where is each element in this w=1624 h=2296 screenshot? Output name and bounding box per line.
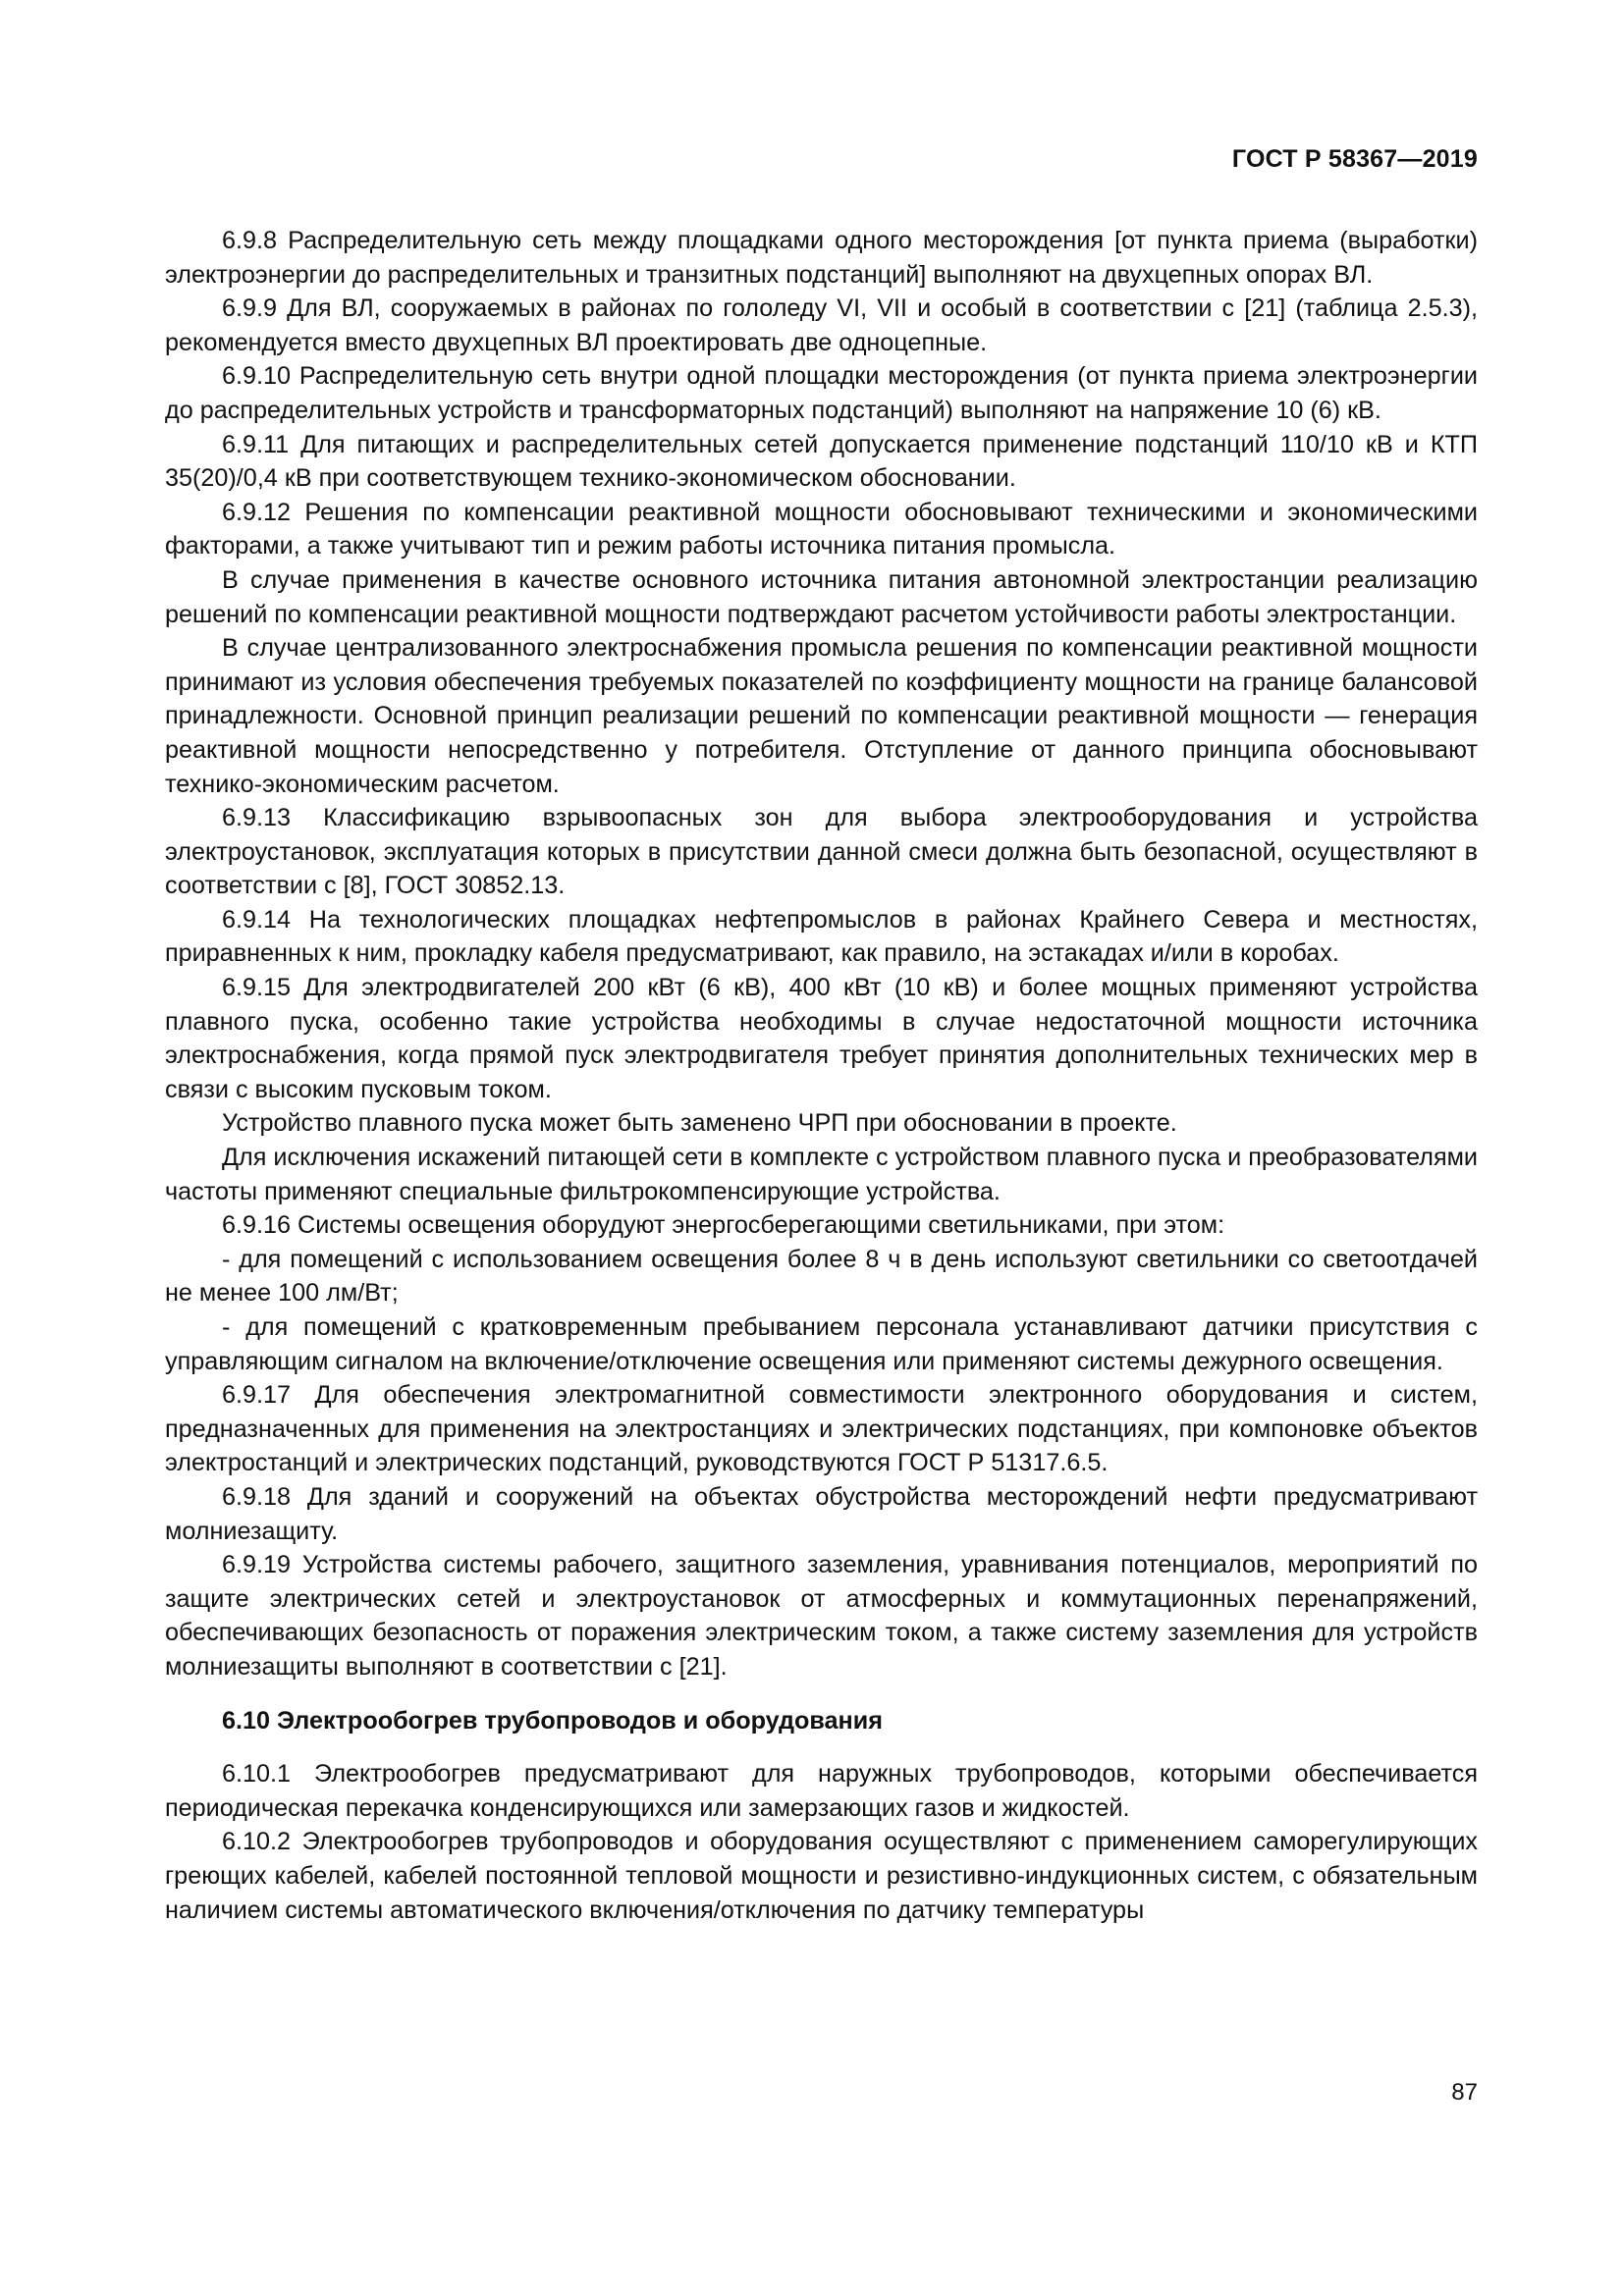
- paragraph-6-9-14: 6.9.14 На технологических площадках нефтепромыслов в районах Крайнего Севера и местностях, приравненных к ним, прокладку кабеля предусматривают, как правило, на эстакадах и/или в коробах.: [165, 905, 1478, 968]
- paragraph-6-10-1: 6.10.1 Электрообогрев предусматривают для наружных трубопроводов, которыми обеспечивается периодическая перекачка конденсирующихся или замерзающих газов и жидкостей.: [165, 1760, 1478, 1822]
- paragraph-6-9-13: 6.9.13 Классификацию взрывоопасных зон для выбора электрооборудования и устройства электроустановок, эксплуатация которых в присутствии данной смеси должна быть безопасной, осуществляют в соответствии с [8], ГОСТ 30852.13.: [165, 804, 1478, 900]
- paragraph-6-9-15: 6.9.15 Для электродвигателей 200 кВт (6 кВ), 400 кВт (10 кВ) и более мощных применяют устройства плавного пуска, особенно такие устройства необходимы в случае недостаточной мощности источника электроснабжения, когда прямой пуск электродвигателя требует принятия дополнительных технических мер в связи с высоким пусковым током.: [165, 974, 1478, 1103]
- paragraph-6-9-12: 6.9.12 Решения по компенсации реактивной мощности обосновывают техническими и экономическими факторами, а также учитывают тип и режим работы источника питания промысла.: [165, 498, 1478, 561]
- document-code-header: ГОСТ Р 58367—2019: [1231, 145, 1478, 173]
- paragraph-6-9-19: 6.9.19 Устройства системы рабочего, защитного заземления, уравнивания потенциалов, мероприятий по защите электрических сетей и электроустановок от атмосферных и коммутационных перенапряжений, обеспечивающих безопасность от поражения электрическим током, а также систему заземления для устройств молниезащиты выполняют в соответствии с [21].: [165, 1551, 1478, 1681]
- paragraph-distortion-filters: Для исключения искажений питающей сети в комплекте с устройством плавного пуска и преобразователями частоты применяют специальные фильтрокомпенсирующие устройства.: [165, 1144, 1478, 1205]
- page-number: 87: [1451, 2079, 1478, 2106]
- paragraph-autonomous-station: В случае применения в качестве основного источника питания автономной электростанции реализацию решений по компенсации реактивной мощности подтверждают расчетом устойчивости работы электростанции.: [165, 565, 1478, 628]
- paragraph-soft-start-replacement: Устройство плавного пуска может быть заменено ЧРП при обосновании в проекте.: [222, 1109, 1177, 1138]
- paragraph-6-9-8: 6.9.8 Распределительную сеть между площадками одного месторождения [от пункта приема (выработки) электроэнергии до распределительных и транзитных подстанций] выполняют на двухцепных опорах ВЛ.: [165, 227, 1478, 289]
- section-heading-6-10: 6.10 Электрообогрев трубопроводов и оборудования: [222, 1706, 883, 1735]
- list-item-lighting-over-8h: - для помещений с использованием освещения более 8 ч в день используют светильники со светоотдачей не менее 100 лм/Вт;: [165, 1245, 1478, 1308]
- paragraph-6-9-18: 6.9.18 Для зданий и сооружений на объектах обустройства месторождений нефти предусматривают молниезащиту.: [165, 1482, 1478, 1545]
- list-item-presence-sensors: - для помещений с кратковременным пребыванием персонала устанавливают датчики присутствия с управляющим сигналом на включение/отключение освещения или применяют системы дежурного освещения.: [165, 1313, 1478, 1375]
- paragraph-centralized-supply: В случае централизованного электроснабжения промысла решения по компенсации реактивной мощности принимают из условия обеспечения требуемых показателей по коэффициенту мощности на границе балансовой принадлежности. Основной принцип реализации решений по компенсации реактивной мощности — генерация реактивной мощности непосредственно у потребителя. Отступление от данного принципа обосновывают технико-экономическим расчетом.: [165, 634, 1478, 798]
- paragraph-6-10-2: 6.10.2 Электрообогрев трубопроводов и оборудования осуществляют с применением саморегулирующих греющих кабелей, кабелей постоянной тепловой мощности и резистивно-индукционных систем, с обязательным наличием системы автоматического включения/отключения по датчику температуры: [165, 1828, 1478, 1924]
- paragraph-6-9-16: 6.9.16 Системы освещения оборудуют энергосберегающими светильниками, при этом:: [222, 1211, 1225, 1240]
- paragraph-6-9-17: 6.9.17 Для обеспечения электромагнитной совместимости электронного оборудования и систем, предназначенных для применения на электростанциях и электрических подстанциях, при компоновке объектов электростанций и электрических подстанций, руководствуются ГОСТ Р 51317.6.5.: [165, 1381, 1478, 1477]
- paragraph-6-9-9: 6.9.9 Для ВЛ, сооружаемых в районах по гололеду VI, VII и особый в соответствии с [21] (таблица 2.5.3), рекомендуется вместо двухцепных ВЛ проектировать две одноцепные.: [165, 294, 1478, 356]
- document-body: [165, 224, 1478, 1927]
- paragraph-6-9-11: 6.9.11 Для питающих и распределительных сетей допускается применение подстанций 110/10 кВ и КТП 35(20)/0,4 кВ при соответствующем технико-экономическом обосновании.: [165, 430, 1478, 493]
- paragraph-6-9-10: 6.9.10 Распределительную сеть внутри одной площадки месторождения (от пункта приема электроэнергии до распределительных устройств и трансформаторных подстанций) выполняют на напряжение 10 (6) кВ.: [165, 362, 1478, 424]
